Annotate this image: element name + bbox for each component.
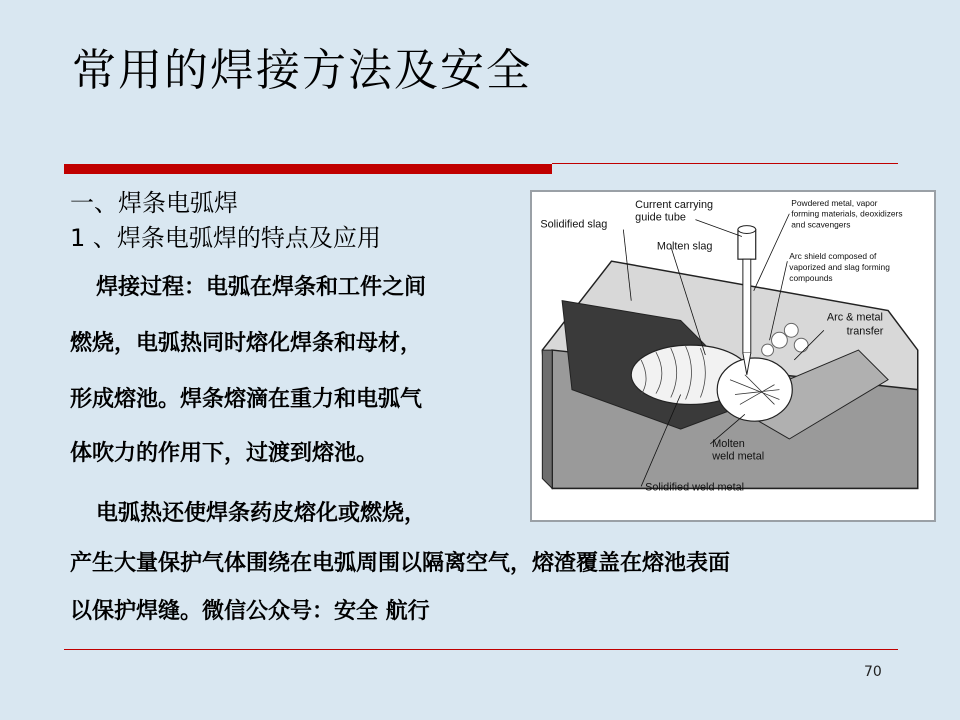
paragraph-line: 体吹力的作用下，过渡到熔池。 — [70, 441, 379, 466]
paragraph-line: 形成熔池。焊条熔滴在重力和电弧气 — [70, 387, 423, 412]
label-powdered-metal: and scavengers — [791, 219, 851, 230]
label-solidified-weld: Solidified weld metal — [645, 481, 745, 494]
label-powdered-metal: forming materials, deoxidizers — [791, 208, 903, 219]
page-number: 70 — [864, 664, 882, 680]
welding-diagram — [530, 190, 936, 522]
paragraph-line: 电弧热还使焊条药皮熔化或燃烧， — [96, 501, 427, 526]
divider-bottom — [64, 649, 898, 650]
paragraph-line: 焊接过程：电弧在焊条和工件之间 — [96, 275, 427, 300]
paragraph-line: 以保护焊缝。微信公众号：安全 航行 — [70, 599, 430, 624]
label-arc-metal: transfer — [846, 325, 884, 338]
label-current-tube: guide tube — [635, 211, 686, 224]
label-molten-slag: Molten slag — [656, 240, 713, 253]
label-arc-shield: compounds — [789, 272, 833, 283]
label-arc-shield: vaporized and slag forming — [789, 262, 890, 273]
label-arc-metal: Arc & metal — [826, 311, 883, 324]
label-current-tube: Current carrying — [635, 198, 714, 211]
subsection-heading: 1 、焊条电弧焊的特点及应用 — [70, 224, 381, 252]
label-molten-weld: weld metal — [712, 450, 765, 463]
label-molten-weld: Molten — [712, 437, 745, 450]
section-heading: 一、焊条电弧焊 — [70, 189, 238, 217]
label-arc-shield: Arc shield composed of — [789, 251, 877, 262]
paragraph-line: 产生大量保护气体围绕在电弧周围以隔离空气，熔渣覆盖在熔池表面 — [70, 551, 731, 576]
paragraph-line: 燃烧，电弧热同时熔化焊条和母材， — [70, 331, 423, 356]
label-powdered-metal: Powdered metal, vapor — [791, 197, 878, 208]
label-solidified-slag: Solidified slag — [540, 218, 608, 231]
divider-top — [552, 163, 898, 164]
slide-title: 常用的焊接方法及安全 — [72, 45, 532, 96]
title-underline-bar — [64, 164, 552, 174]
